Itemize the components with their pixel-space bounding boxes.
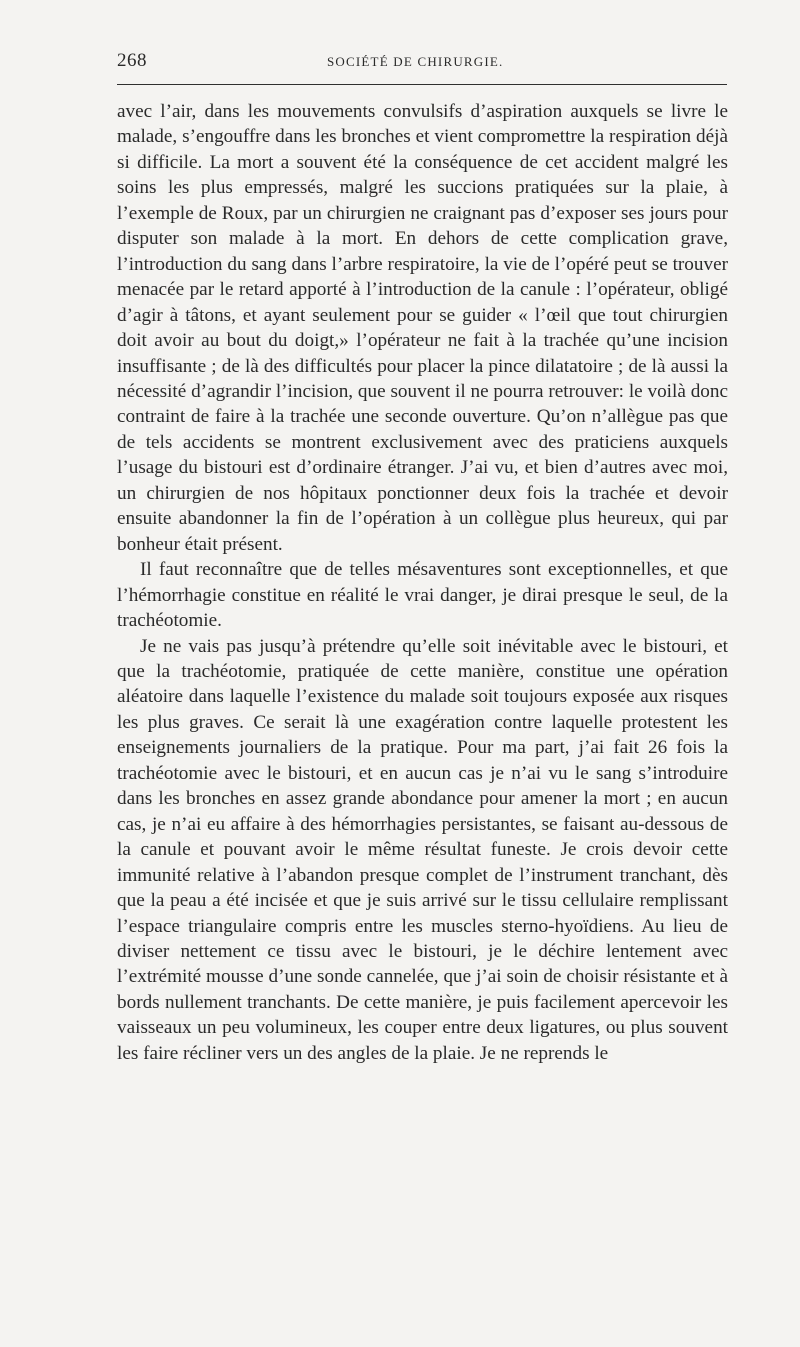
page-number: 268 xyxy=(117,50,147,71)
paragraph: Il faut reconnaître que de telles mésaventures sont exceptionnelles, et que l’hémorrhagie constitue en réalité le vrai danger, je dirai presque le seul, de la trachéotomie. xyxy=(117,559,728,632)
header-rule xyxy=(117,84,727,85)
paragraph-continued: avec l’air, dans les mouvements convulsifs d’aspiration auxquels se livre le malade, s’engouffre dans les bronches et vient compromettre la respiration déjà si difficile. La mort a souvent été la conséquence de cet accident malgré les soins les plus empressés, malgré les succions pratiquées sur la plaie, à l’exemple de Roux, par un chirurgien ne craignant pas d’exposer ses jours pour disputer son malade à la mort. En dehors de cette complication grave, l’introduction du sang dans l’arbre respiratoire, la vie de l’opéré peut se trouver menacée par le retard apporté à l’introduction de la canule : l’opérateur, obligé d’agir à tâtons, et ayant seulement pour se guider « l’œil que tout chirurgien doit avoir au bout du doigt,» l’opérateur ne fait à la trachée qu’une incision insuffisante ; de là des difficultés pour placer la pince dilatatoire ; de là aussi la nécessité d’agrandir l’incision, que souvent il ne pourra retrouver: le voilà donc contraint de faire à la trachée une seconde ouverture. Qu’on n’allègue pas que de tels accidents se montrent exclusivement avec des praticiens auxquels l’usage du bistouri est d’ordinaire étranger. J’ai vu, et bien d’autres avec moi, un chirurgien de nos hôpitaux ponctionner deux fois la trachée et devoir ensuite abandonner la fin de l’opération à un collègue plus heureux, qui par bonheur était présent. xyxy=(117,101,728,555)
paragraph: Je ne vais pas jusqu’à prétendre qu’elle soit inévitable avec le bistouri, et que la trachéotomie, pratiquée de cette manière, constitue une opération aléatoire dans laquelle l’existence du malade soit toujours exposée aux risques les plus graves. Ce serait là une exagération contre laquelle protestent les enseignements journaliers de la pratique. Pour ma part, j’ai fait 26 fois la trachéotomie avec le bistouri, et en aucun cas je n’ai vu le sang s’introduire dans les bronches en assez grande abondance pour amener la mort ; en aucun cas, je n’ai eu affaire à des hémorrhagies persistantes, se faisant au-dessous de la canule et pouvant avoir le même résultat funeste. Je crois devoir cette immunité relative à l’abandon presque complet de l’instrument tranchant, dès que la peau a été incisée et que je suis arrivé sur le tissu cellulaire remplissant l’espace triangulaire compris entre les muscles sterno-hyoïdiens. Au lieu de diviser nettement ce tissu avec le bistouri, je le déchire lentement avec l’extrémité mousse d’une sonde cannelée, que j’ai soin de choisir résistante et à bords nullement tranchants. De cette manière, je puis facilement apercevoir les vaisseaux un peu volumineux, les couper entre deux ligatures, ou plus souvent les faire récliner vers un des angles de la plaie. Je ne reprends le xyxy=(117,635,728,1064)
running-head xyxy=(117,50,727,72)
running-title: SOCIÉTÉ DE CHIRURGIE. xyxy=(327,54,504,69)
body-text xyxy=(117,99,728,1066)
